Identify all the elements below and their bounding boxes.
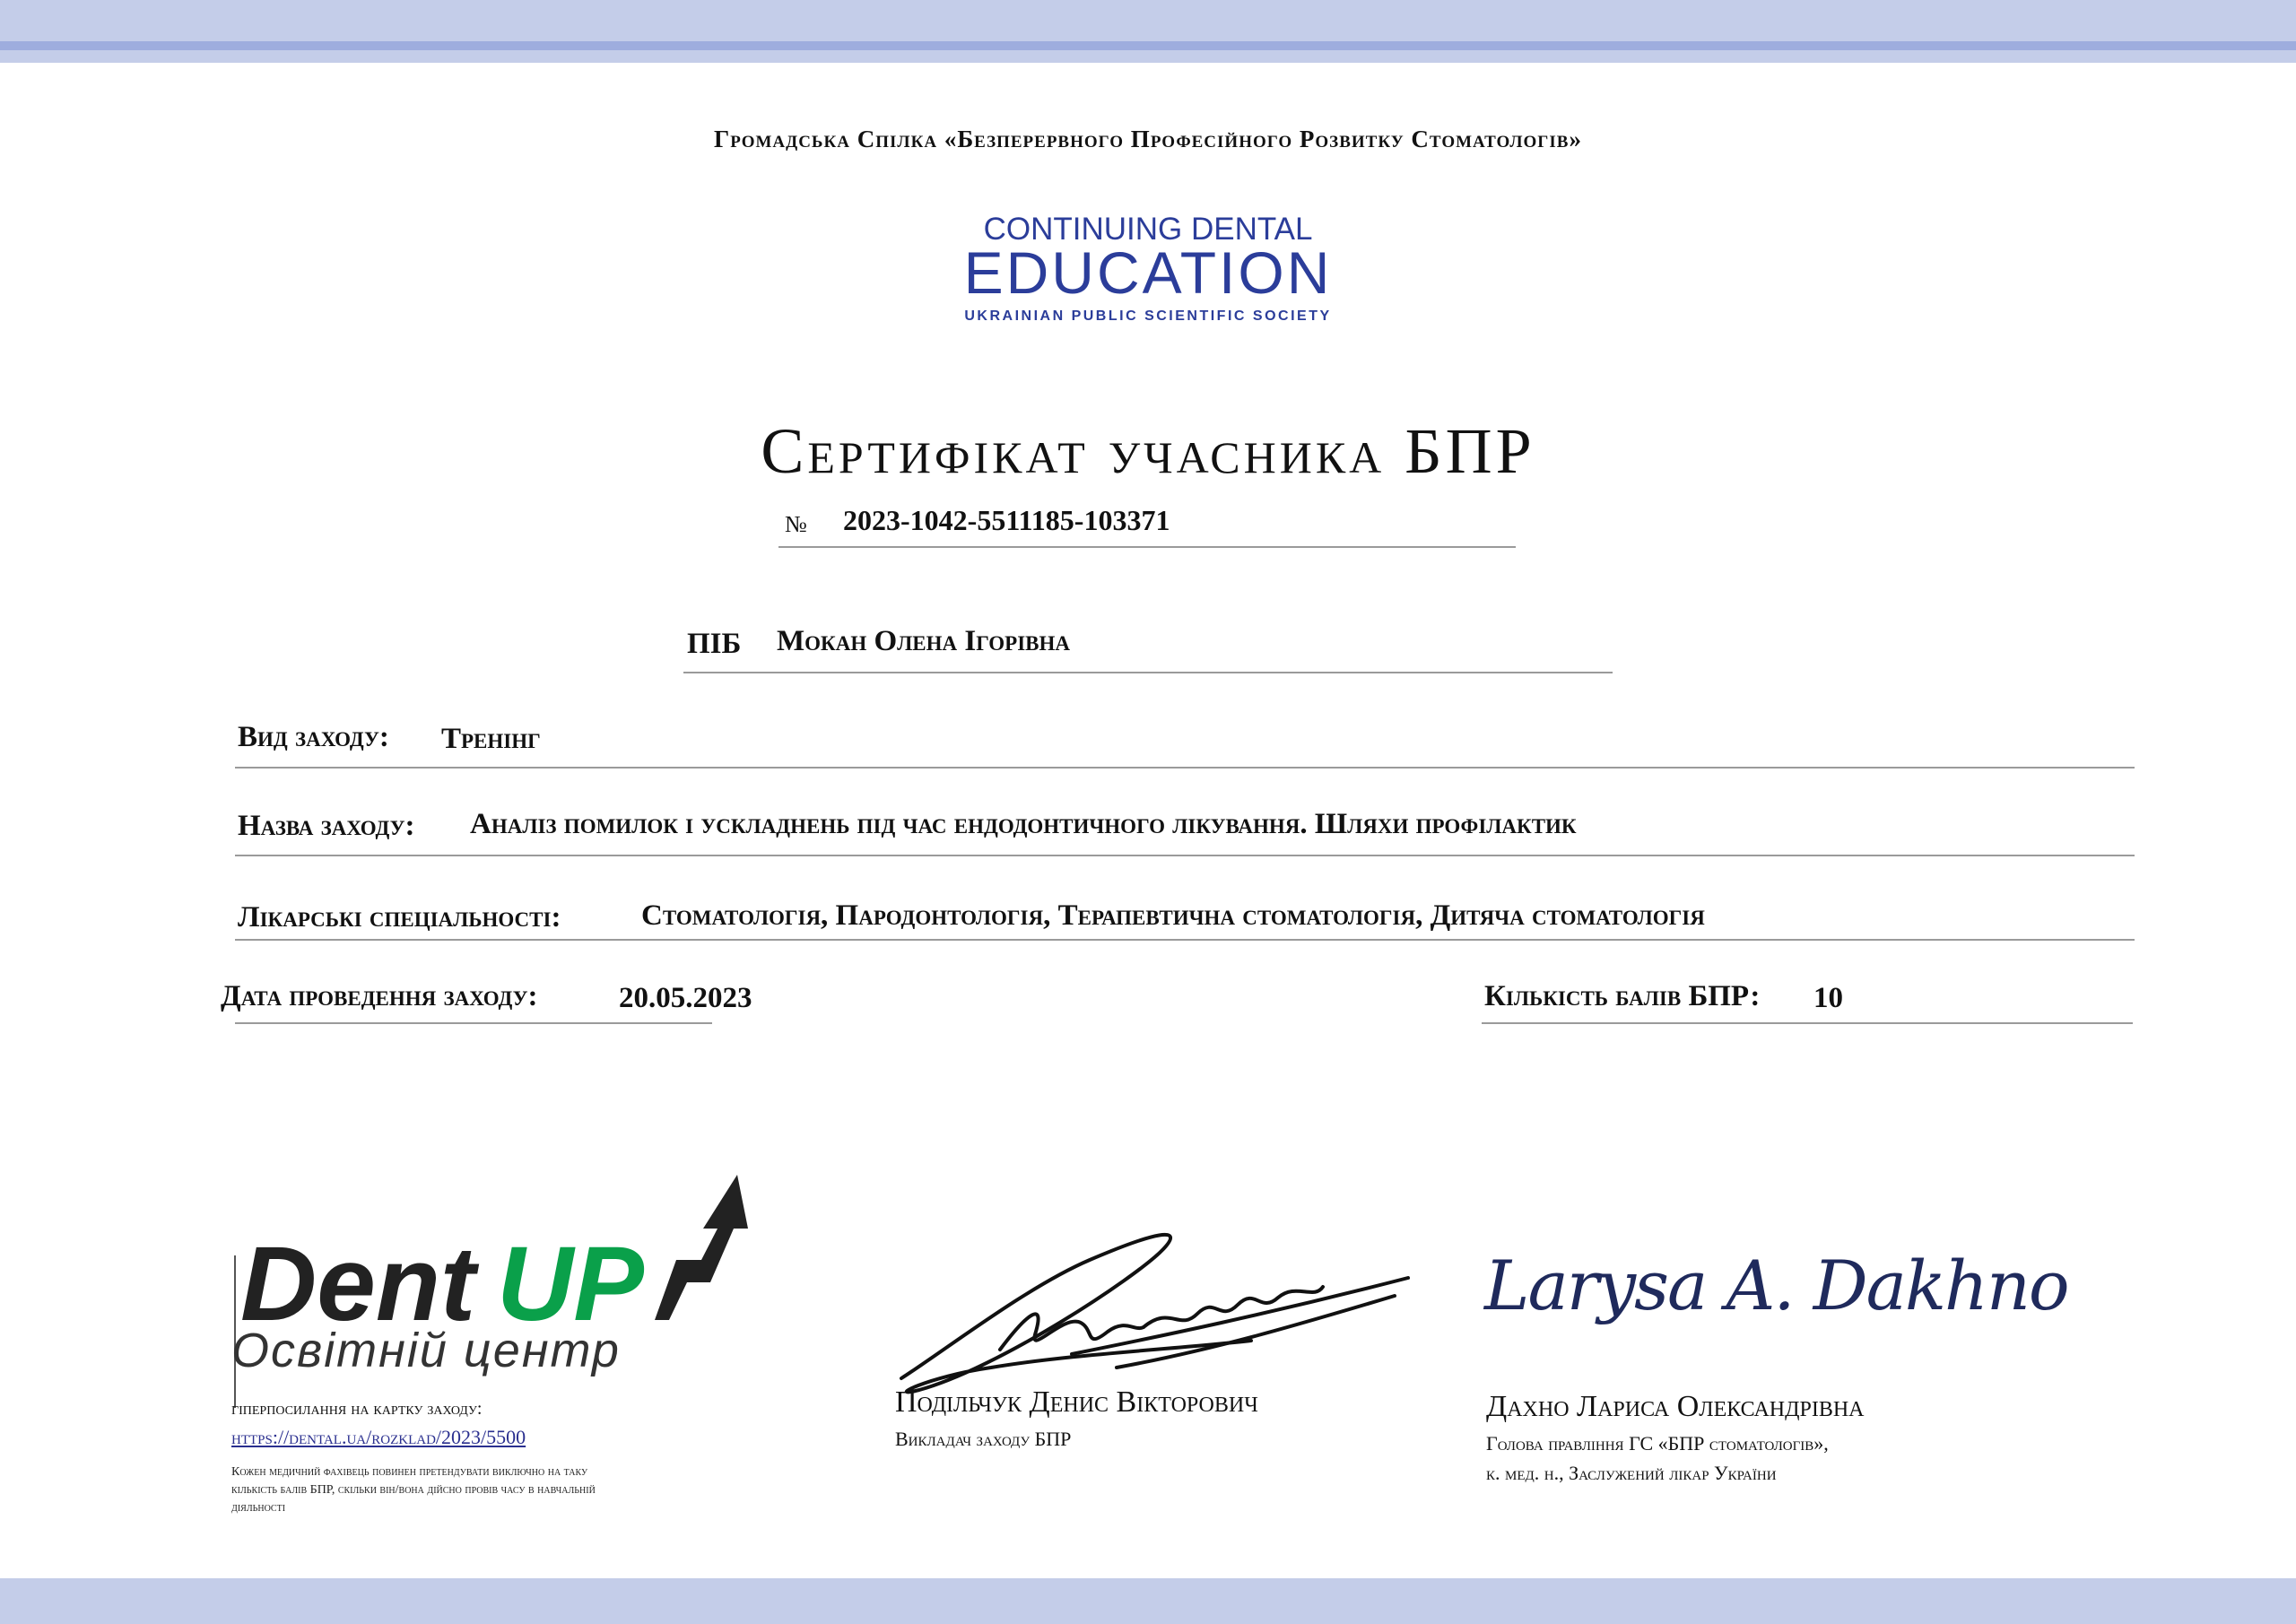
number-sign: № [785,511,807,537]
points-note: Кожен медичний фахівець повинен претендувати виключно на таку кількість балів БПР, скільки він/вона дійсно провів часу в навчальній діяльності [231,1465,596,1515]
head-signature-text: Larysa A. Dakhno [1484,1246,2068,1325]
organization-name: Громадська Спілка «Безперервного Професійного Розвитку Стоматологів» [714,126,1582,152]
event-name-value: Аналіз помилок і ускладнень під час ендодонтичного лікування. Шляхи профілактик [470,808,1577,840]
participant-underline [683,672,1613,673]
dentup-logo-word-dent: Dent [240,1225,476,1343]
lecturer-name: Подільчук Денис Вікторович [895,1385,1258,1419]
participant-name: Мокан Олена Ігорівна [777,625,1070,657]
head-role-line1: Голова правління ГС «БПР стоматологів», [1486,1432,1829,1455]
lecturer-signature-image [892,1215,1413,1403]
participant-label: ПІБ [687,628,742,660]
head-role-line2: к. мед. н., Заслужений лікар України [1486,1462,1777,1484]
logo-line-society: UKRAINIAN PUBLIC SCIENTIFIC SOCIETY [964,308,1332,324]
number-underline [778,546,1516,548]
event-name-underline [235,855,2135,856]
specialties-label: Лікарські спеціальності: [238,901,561,934]
certificate-title: Сертифікат учасника БПР [761,415,1535,487]
top-band [0,0,2296,41]
points-underline [1482,1022,2133,1024]
points-value: 10 [1813,982,1843,1014]
dentup-arrow-icon [655,1175,748,1320]
event-type-label: Вид заходу: [238,721,389,753]
event-type-value: Тренінг [441,723,541,755]
logo-line-continuing-dental: CONTINUING DENTAL [983,212,1313,247]
head-name: Дахно Лариса Олександрівна [1486,1390,1865,1423]
head-signature-image [1475,1220,2068,1345]
date-value: 20.05.2023 [619,982,752,1014]
specialties-underline [235,939,2135,941]
dentup-logo-word-up: UP [497,1225,644,1343]
lecturer-role: Викладач заходу БПР [895,1428,1072,1450]
specialties-value: Стоматологія, Пародонтологія, Терапевтична стоматологія, Дитяча стоматологія [641,899,1705,932]
date-underline [235,1022,712,1024]
hyperlink-label: гіперпосилання на картку заходу: [231,1399,483,1419]
date-label: Дата проведення заходу: [221,980,538,1012]
event-card-link[interactable]: https://dental.ua/rozklad/2023/5500 [231,1426,526,1448]
event-name-label: Назва заходу: [238,810,415,842]
logo-line-education: EDUCATION [963,239,1333,306]
top-band-stripe [0,41,2296,50]
certificate-number: 2023-1042-5511185-103371 [843,504,1170,536]
bottom-band [0,1578,2296,1624]
top-band-lower [0,50,2296,63]
event-type-underline [235,767,2135,769]
points-label: Кількість балів БПР: [1484,980,1761,1012]
dentup-subtitle: Освітній центр [231,1324,621,1377]
